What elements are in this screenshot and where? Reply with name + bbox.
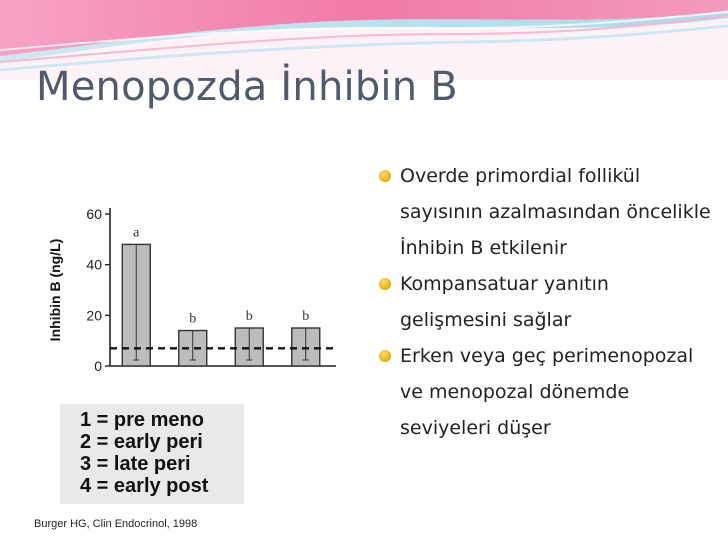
bar-annotation: b bbox=[302, 309, 310, 324]
bar-annotation: a bbox=[133, 225, 140, 241]
chart-legend bbox=[60, 404, 244, 504]
y-axis-label: Inhibin B (ng/L) bbox=[47, 238, 63, 342]
bullet-text: Kompansatuar yanıtın gelişmesini sağlar bbox=[400, 273, 609, 331]
chart-figure bbox=[34, 186, 346, 392]
bar-annotation: b bbox=[189, 311, 197, 327]
inhibin-b-bar-chart bbox=[34, 186, 346, 392]
legend-item: 1 = pre meno bbox=[80, 409, 204, 431]
legend-item: 3 = late peri bbox=[80, 453, 191, 475]
bullet-text: Erken veya geç perimenopozal ve menopozal dönemde seviyeleri düşer bbox=[400, 345, 694, 439]
y-tick-label: 40 bbox=[86, 256, 102, 273]
bullet-item bbox=[375, 338, 720, 446]
legend-item: 4 = early post bbox=[80, 475, 209, 497]
legend-item: 2 = early peri bbox=[80, 431, 203, 453]
gold-circle-bullet-icon bbox=[379, 170, 391, 182]
gold-circle-bullet-icon bbox=[379, 350, 391, 362]
bullet-item bbox=[375, 266, 720, 338]
y-tick-label: 60 bbox=[86, 206, 102, 222]
bullet-item bbox=[375, 158, 720, 266]
bar-annotation: b bbox=[245, 309, 253, 324]
y-tick-label: 20 bbox=[86, 307, 102, 324]
citation: Burger HG, Clin Endocrinol, 1998 bbox=[34, 518, 198, 530]
gold-circle-bullet-icon bbox=[379, 278, 391, 290]
y-tick-label: 0 bbox=[94, 358, 102, 374]
slide-title: Menopozda İnhibin B bbox=[36, 64, 458, 110]
bullet-list bbox=[375, 158, 720, 446]
bullet-text: Overde primordial follikül sayısının azalmasından öncelikle İnhibin B etkilenir bbox=[400, 165, 711, 259]
